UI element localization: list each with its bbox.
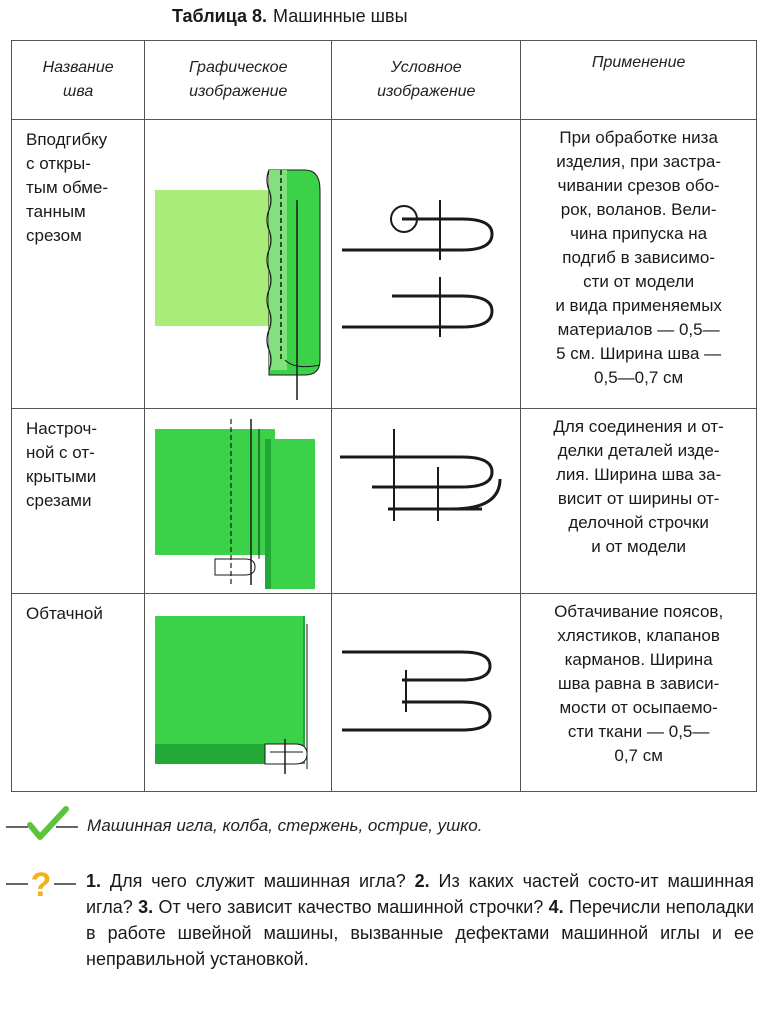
seam-name: Настроч- ной с от- крытыми срезами — [26, 419, 98, 510]
table-title: Машинные швы — [273, 6, 408, 26]
question-text: От чего зависит качество машинной строчки? — [153, 897, 549, 917]
seam-use: Для соединения и от- делки деталей изде- лия. Ширина шва за- висит от ширины от- делочной строчки и от модели — [553, 417, 724, 556]
table-row — [12, 409, 757, 594]
obtachnoy-symbol — [332, 594, 520, 791]
seam-name: Вподгибку с откры- тым обме- танным срезом — [26, 130, 109, 245]
question-number: 3. — [138, 897, 154, 917]
header-symbol: Условное изображение — [332, 41, 521, 120]
questions-text — [86, 868, 754, 972]
header-use: Применение — [521, 41, 757, 120]
table-caption — [172, 6, 408, 27]
nastrochnoy-graphic — [145, 409, 331, 593]
question-number: 1. — [86, 871, 102, 891]
question-text: Перечисли неполадки в работе швейной машины, вызванные дефектами машинной иглы и ее неправильной установкой. — [86, 897, 755, 969]
terms-text: Машинная игла, колба, стержень, острие, ушко. — [87, 816, 483, 835]
question-number: 2. — [414, 871, 430, 891]
vpodgibku-symbol — [332, 120, 520, 408]
seam-use: При обработке низа изделия, при застра- чивании срезов обо- рок, воланов. Вели- чина припуска на подгиб в зависимо- сти от модели и вида применяемых материалов — 0,5— 5 см. Ширина шва — 0,5—0,7 см — [555, 128, 722, 387]
table-row — [12, 594, 757, 792]
seams-table — [11, 40, 757, 792]
question-text: Из каких частей состо-ит машинная игла? — [86, 871, 754, 917]
svg-text:?: ? — [30, 866, 52, 904]
nastrochnoy-symbol — [332, 409, 520, 593]
seam-name: Обтачной — [26, 604, 103, 623]
header-name: Название шва — [12, 41, 145, 120]
header-row — [12, 41, 757, 120]
question-text: Для чего служит машинная игла? — [101, 871, 415, 891]
table-number: Таблица 8. — [172, 6, 268, 26]
key-terms — [0, 803, 768, 847]
question-number: 4. — [548, 897, 564, 917]
question-mark-icon — [0, 864, 80, 904]
checkmark-icon — [0, 803, 80, 847]
seam-use: Обтачивание поясов, хлястиков, клапанов карманов. Ширина шва равна в зависи- мости от осыпаемо- сти ткани — 0,5— 0,7 см — [554, 602, 724, 765]
vpodgibku-graphic — [145, 120, 331, 408]
table-row — [12, 120, 757, 409]
obtachnoy-graphic — [145, 594, 331, 791]
header-graphic: Графическое изображение — [145, 41, 332, 120]
